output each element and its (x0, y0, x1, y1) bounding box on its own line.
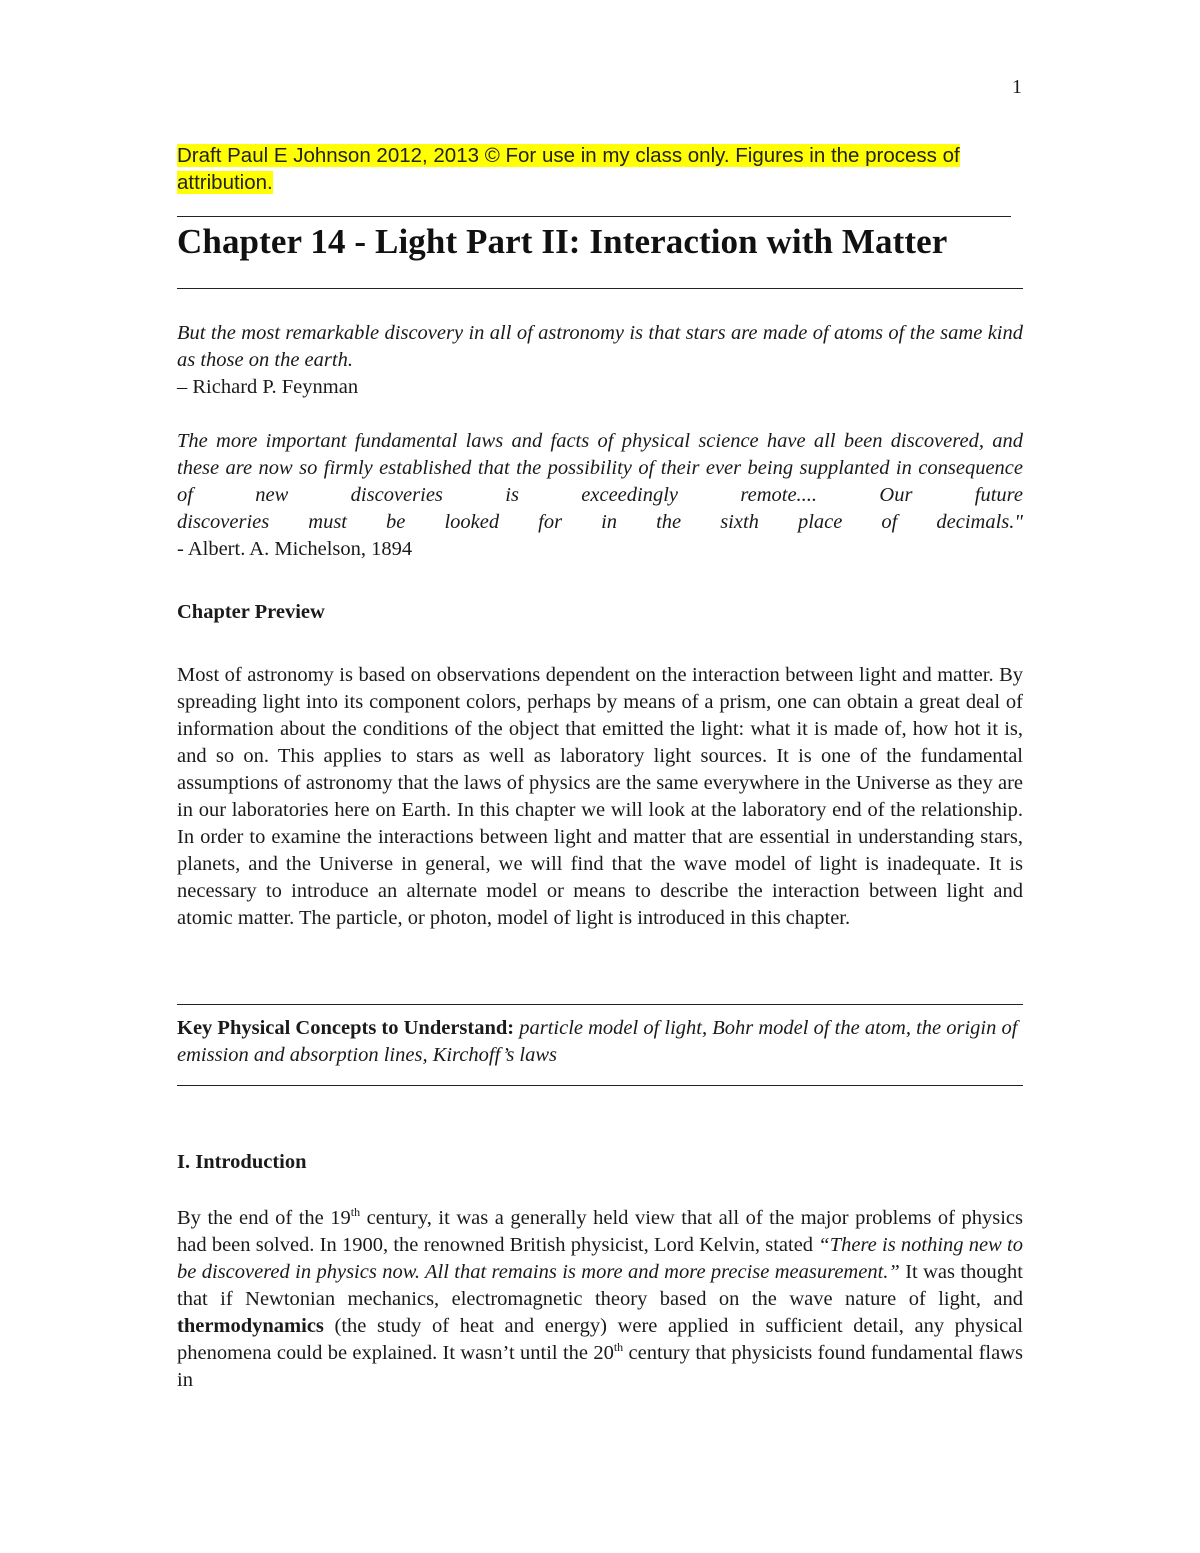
thermodynamics-term: thermodynamics (177, 1315, 324, 1337)
epigraph-michelson (177, 428, 1023, 563)
draft-notice (177, 142, 1017, 196)
chapter-title: Chapter 14 - Light Part II: Interaction with Matter (177, 222, 948, 261)
divider-key-bottom (177, 1085, 1023, 1086)
intro-text-5: century that physicists found fundamental flaws in (177, 1342, 1023, 1391)
feynman-quote: But the most remarkable discovery in all of astronomy is that stars are made of atoms of the same kind as those on the earth. (177, 322, 1023, 371)
page-number: 1 (1012, 76, 1022, 98)
intro-sup-2: th (613, 1340, 624, 1355)
kelvin-quote: “There is nothing new to be discovered in physics now. All that remains is more and more precise measurement.” (177, 1234, 1023, 1283)
michelson-quote-last-line: discoveries must be looked for in the sixth place of decimals." (177, 511, 1023, 533)
chapter-preview-heading: Chapter Preview (177, 601, 325, 623)
intro-text-3: It was thought that if Newtonian mechanics, electromagnetic theory based on the wave nature of light, and (177, 1261, 1023, 1310)
divider-title (177, 288, 1023, 289)
divider-key-top (177, 1004, 1023, 1005)
introduction-heading: I. Introduction (177, 1151, 307, 1173)
epigraph-feynman (177, 320, 1023, 401)
michelson-quote: The more important fundamental laws and facts of physical science have all been discovered, and these are now so firmly established that the possibility of their ever being supplanted in consequence of new discoveries is exceedingly remote.... Our future (177, 430, 1023, 506)
key-concepts-label: Key Physical Concepts to Understand: (177, 1017, 515, 1039)
intro-text-2: century, it was a generally held view that all of the major problems of physics had been solved. In 1900, the renowned British physicist, Lord Kelvin, stated (177, 1207, 1023, 1256)
draft-notice-text: Draft Paul E Johnson 2012, 2013 © For use in my class only. Figures in the process of attribution. (177, 144, 960, 194)
intro-sup-1: th (350, 1205, 361, 1220)
introduction-paragraph (177, 1205, 1023, 1394)
chapter-preview-text: Most of astronomy is based on observations dependent on the interaction between light and matter. By spreading light into its component colors, perhaps by means of a prism, one can obtain a great deal of information about the conditions of the object that emitted the light: what it is made of, how hot it is, and so on. This applies to stars as well as laboratory light sources. It is one of the fundamental assumptions of astronomy that the laws of physics are the same everywhere in the Universe as they are in our laboratories here on Earth. In this chapter we will look at the laboratory end of the relationship. In order to examine the interactions between light and matter that are essential in understanding stars, planets, and the Universe in general, we will find that the wave model of light is inadequate. It is necessary to introduce an alternate model or means to describe the interaction between light and atomic matter. The particle, or photon, model of light is introduced in this chapter. (177, 664, 1023, 929)
introduction-body (177, 1205, 1023, 1394)
intro-text-1: By the end of the 19 (177, 1207, 351, 1229)
intro-text-4: (the study of heat and energy) were applied in sufficient detail, any physical phenomena could be explained. It wasn’t until the 20 (177, 1315, 1023, 1364)
chapter-preview-body (177, 662, 1023, 932)
key-concepts (177, 1015, 1023, 1069)
feynman-attribution: – Richard P. Feynman (177, 376, 359, 398)
divider-top (177, 216, 1011, 217)
michelson-attribution: - Albert. A. Michelson, 1894 (177, 538, 413, 560)
key-concepts-text: particle model of light, Bohr model of the atom, the origin of emission and absorption lines, Kirchoff’s laws (177, 1017, 1018, 1066)
